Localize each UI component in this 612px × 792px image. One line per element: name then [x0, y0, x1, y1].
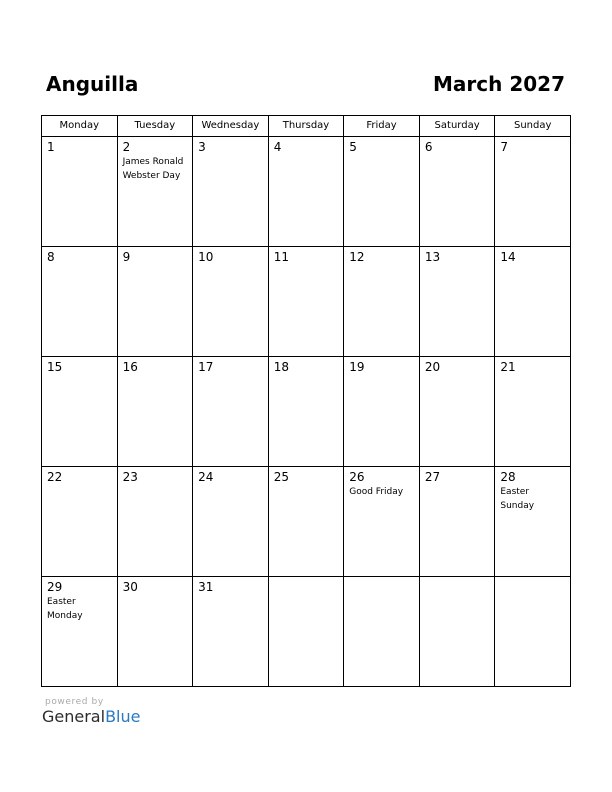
- day-cell-content: [193, 467, 268, 485]
- day-cell[interactable]: [42, 357, 118, 467]
- week-row: [42, 577, 571, 687]
- day-cell[interactable]: [117, 357, 193, 467]
- day-cell-content: [118, 577, 193, 595]
- day-cell[interactable]: [419, 467, 495, 577]
- day-cell[interactable]: [268, 467, 344, 577]
- day-cell[interactable]: [117, 247, 193, 357]
- day-cell-content: [193, 357, 268, 375]
- day-cell[interactable]: [193, 137, 269, 247]
- day-cell[interactable]: [419, 247, 495, 357]
- day-cell[interactable]: [495, 137, 571, 247]
- empty-day-cell: [419, 577, 495, 687]
- day-cell-content: [495, 247, 570, 265]
- day-cell[interactable]: [344, 357, 420, 467]
- day-cell-content: [495, 577, 570, 580]
- footer-branding: [42, 696, 140, 726]
- day-cell[interactable]: [268, 357, 344, 467]
- day-cell-content: [420, 467, 495, 485]
- day-cell-content: [269, 357, 344, 375]
- day-number: 7: [500, 140, 509, 154]
- day-cell-content: [420, 137, 495, 155]
- weekday-header: Tuesday: [117, 116, 193, 137]
- day-cell[interactable]: [344, 467, 420, 577]
- day-cell[interactable]: [193, 357, 269, 467]
- day-cell-content: [269, 247, 344, 265]
- day-cell-content: [495, 357, 570, 375]
- day-cell[interactable]: [344, 247, 420, 357]
- day-number: 5: [349, 140, 357, 154]
- day-cell-content: [269, 467, 344, 485]
- day-cell[interactable]: [117, 577, 193, 687]
- day-number: 23: [122, 470, 138, 484]
- day-number: 17: [198, 360, 214, 374]
- day-number: 14: [500, 250, 516, 264]
- day-cell-content: [118, 247, 193, 265]
- day-cell-content: [42, 247, 117, 265]
- day-cell[interactable]: [42, 467, 118, 577]
- holiday-label: James Ronald Webster Day: [122, 157, 184, 181]
- day-number: 29: [47, 580, 63, 594]
- empty-day-cell: [495, 577, 571, 687]
- empty-day-cell: [344, 577, 420, 687]
- day-cell-content: [344, 357, 419, 375]
- day-number: 10: [198, 250, 214, 264]
- day-cell-content: [344, 137, 419, 155]
- day-cell[interactable]: [117, 137, 193, 247]
- day-cell[interactable]: [495, 247, 571, 357]
- day-number: 1: [47, 140, 55, 154]
- week-row: [42, 357, 571, 467]
- weekday-header: Wednesday: [193, 116, 269, 137]
- day-number: 2: [122, 140, 131, 154]
- day-cell-content: [344, 577, 419, 580]
- day-cell-content: [42, 577, 117, 623]
- day-number: 8: [47, 250, 55, 264]
- day-number: 11: [273, 250, 289, 264]
- day-number: 22: [47, 470, 63, 484]
- day-cell-content: [42, 137, 117, 155]
- holiday-label: Easter Sunday: [500, 487, 535, 511]
- day-number: 31: [198, 580, 214, 594]
- day-cell[interactable]: [344, 137, 420, 247]
- day-number: 30: [122, 580, 138, 594]
- day-cell[interactable]: [495, 467, 571, 577]
- holiday-label: Good Friday: [349, 487, 404, 497]
- day-cell-content: [420, 357, 495, 375]
- day-number: 13: [424, 250, 441, 264]
- day-cell[interactable]: [419, 357, 495, 467]
- day-cell[interactable]: [42, 247, 118, 357]
- day-number: 27: [424, 470, 441, 484]
- day-number: 26: [349, 470, 365, 484]
- day-number: 12: [349, 250, 365, 264]
- day-cell-content: [344, 467, 419, 499]
- weekday-header: Saturday: [419, 116, 495, 137]
- weekday-header: Friday: [344, 116, 420, 137]
- day-cell-content: [118, 357, 193, 375]
- day-number: 28: [500, 470, 516, 484]
- day-cell-content: [118, 137, 193, 183]
- day-cell[interactable]: [419, 137, 495, 247]
- day-number: 9: [122, 250, 131, 264]
- week-row: [42, 247, 571, 357]
- brand-blue-text: Blue: [105, 707, 141, 726]
- day-number: 25: [273, 470, 289, 484]
- day-cell[interactable]: [117, 467, 193, 577]
- day-cell-content: [193, 247, 268, 265]
- day-cell[interactable]: [193, 577, 269, 687]
- holiday-label: Easter Monday: [47, 597, 83, 621]
- day-number: 3: [198, 140, 206, 154]
- brand-general-text: General: [42, 707, 106, 726]
- day-number: 16: [122, 360, 138, 374]
- day-cell-content: [193, 137, 268, 155]
- day-cell-content: [118, 467, 193, 485]
- day-cell[interactable]: [42, 577, 118, 687]
- day-number: 6: [424, 140, 433, 154]
- generalblue-logo[interactable]: [42, 708, 140, 726]
- week-row: [42, 467, 571, 577]
- day-cell-content: [193, 577, 268, 595]
- day-cell[interactable]: [193, 467, 269, 577]
- day-cell-content: [344, 247, 419, 265]
- day-number: 4: [273, 140, 282, 154]
- calendar-grid: [41, 115, 571, 687]
- day-cell-content: [495, 467, 570, 513]
- week-row: [42, 137, 571, 247]
- day-number: 21: [500, 360, 516, 374]
- weekday-header-row: [42, 116, 571, 137]
- day-cell[interactable]: [495, 357, 571, 467]
- day-cell-content: [420, 577, 495, 580]
- day-number: 20: [424, 360, 441, 374]
- day-number: 24: [198, 470, 214, 484]
- day-cell[interactable]: [268, 137, 344, 247]
- country-title: Anguilla: [46, 72, 139, 96]
- day-cell[interactable]: [42, 137, 118, 247]
- day-number: 15: [47, 360, 63, 374]
- empty-day-cell: [268, 577, 344, 687]
- month-year-title: March 2027: [433, 72, 565, 96]
- day-number: 19: [349, 360, 365, 374]
- day-number: 18: [273, 360, 289, 374]
- weekday-header: Thursday: [268, 116, 344, 137]
- day-cell-content: [42, 357, 117, 375]
- powered-by-label: powered by: [45, 697, 104, 707]
- day-cell[interactable]: [268, 247, 344, 357]
- weekday-header: Monday: [42, 116, 118, 137]
- day-cell-content: [269, 137, 344, 155]
- weekday-header: Sunday: [495, 116, 571, 137]
- day-cell[interactable]: [193, 247, 269, 357]
- day-cell-content: [495, 137, 570, 155]
- day-cell-content: [42, 467, 117, 485]
- day-cell-content: [269, 577, 344, 580]
- day-cell-content: [420, 247, 495, 265]
